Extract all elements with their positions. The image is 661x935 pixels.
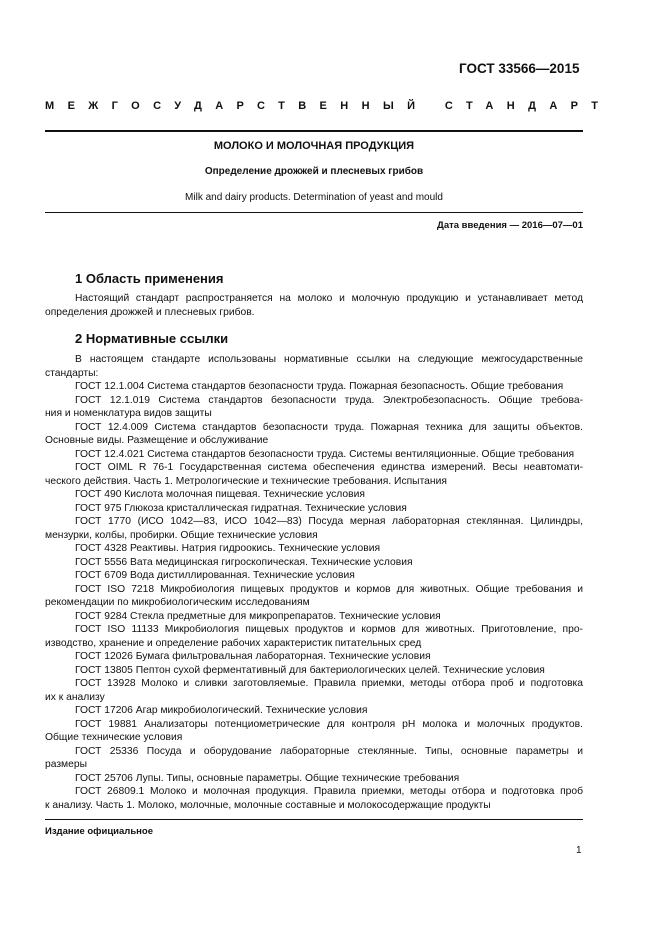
reference-line: ГОСТ 13805 Пептон сухой ферментативный для бактериологических целей. Технические условия: [75, 664, 545, 676]
reference-line: ния и номенклатура видов защиты: [45, 408, 212, 419]
page-number: 1: [576, 845, 582, 856]
document-title-english: Milk and dairy products. Determination of yeast and mould: [185, 192, 443, 203]
reference-line: ГОСТ 6709 Вода дистиллированная. Технические условия: [75, 570, 355, 581]
reference-line: ГОСТ 17206 Агар микробиологический. Технические условия: [75, 705, 368, 716]
standard-type-heading: МЕЖГОСУДАРСТВЕННЫЙ СТАНДАРТ: [45, 100, 612, 112]
introduction-date: Дата введения — 2016—07—01: [437, 220, 583, 231]
document-subtitle: Определение дрожжей и плесневых грибов: [204, 166, 424, 177]
document-number: ГОСТ 33566—2015: [459, 61, 580, 76]
reference-line: ГОСТ 1770 (ИСО 1042—83, ИСО 1042—83) Посуда мерная лабораторная стеклянная. Цилиндры,: [75, 516, 583, 527]
reference-line: их к анализу: [45, 691, 105, 703]
reference-line: ГОСТ 25706 Лупы. Типы, основные параметры. Общие технические требования: [75, 772, 460, 784]
section-1-body: [45, 292, 583, 319]
reference-line: ческого действия. Часть 1. Метрологические и технические требования. Испытания: [45, 475, 447, 487]
reference-line: ГОСТ ISO 11133 Микробиология пищевых продуктов и кормов для животных. Приготовление, про-: [75, 624, 583, 635]
section-1-heading: 1 Область применения: [75, 271, 224, 286]
section-2-heading: 2 Нормативные ссылки: [75, 331, 229, 346]
reference-line: изводство, хранение и определение рабочих характеристик питательных сред: [45, 637, 422, 649]
reference-line: ГОСТ ISO 7218 Микробиология пищевых продуктов и кормов для животных. Общие требования и: [75, 583, 583, 595]
reference-line: Основные виды. Размещение и обслуживание: [45, 435, 269, 446]
reference-line: ГОСТ 12.4.021 Система стандартов безопасности труда. Системы вентиляционные. Общие требования: [75, 448, 575, 460]
paragraph-line: определения дрожжей и плесневых грибов.: [45, 306, 255, 318]
reference-line: ГОСТ 5556 Вата медицинская гигроскопическая. Технические условия: [75, 556, 413, 568]
official-edition-note: Издание официальное: [45, 826, 153, 837]
reference-line: ГОСТ 12026 Бумага фильтровальная лабораторная. Технические условия: [75, 651, 431, 662]
reference-line: ГОСТ OIML R 76-1 Государственная система обеспечения единства измерений. Весы неавтомати-: [75, 462, 583, 473]
paragraph-line: Настоящий стандарт распространяется на молоко и молочную продукцию и устанавливает метод: [75, 293, 583, 304]
reference-line: ГОСТ 4328 Реактивы. Натрия гидроокись. Технические условия: [75, 543, 381, 554]
reference-line: ГОСТ 975 Глюкоза кристаллическая гидратная. Технические условия: [75, 502, 407, 514]
reference-line: ГОСТ 12.1.004 Система стандартов безопасности труда. Пожарная безопасность. Общие требования: [75, 381, 564, 392]
reference-line: ГОСТ 13928 Молоко и сливки заготовляемые. Правила приемки, методы отбора проб и подготовка: [75, 678, 583, 689]
reference-line: рекомендации по микробиологическим исследованиям: [45, 597, 310, 608]
section-2-body: [45, 353, 583, 812]
reference-line: ГОСТ 12.4.009 Система стандартов безопасности труда. Пожарная техника для защиты объектов.: [75, 421, 583, 433]
reference-line: размеры: [45, 759, 87, 770]
title-rule: [45, 212, 583, 213]
reference-line: Общие технические условия: [45, 732, 183, 743]
reference-line: ГОСТ 9284 Стекла предметные для микропрепаратов. Технические условия: [75, 610, 441, 622]
reference-line: к анализу. Часть 1. Молоко, молочные, молочные составные и молокосодержащие продукты: [45, 799, 491, 811]
reference-line: ГОСТ 490 Кислота молочная пищевая. Технические условия: [75, 489, 365, 500]
header-rule: [45, 130, 583, 132]
paragraph-line: стандарты:: [45, 367, 99, 379]
reference-line: мензурки, колбы, пробирки. Общие технические условия: [45, 529, 318, 541]
reference-line: ГОСТ 26809.1 Молоко и молочная продукция. Правила приемки, методы отбора и подготовка проб: [75, 786, 583, 797]
paragraph-line: В настоящем стандарте использованы нормативные ссылки на следующие межгосударственные: [75, 354, 583, 365]
reference-line: ГОСТ 19881 Анализаторы потенциометрические для контроля pH молока и молочных продуктов.: [75, 718, 583, 730]
reference-line: ГОСТ 25336 Посуда и оборудование лабораторные стеклянные. Типы, основные параметры и: [75, 745, 583, 757]
document-title: МОЛОКО И МОЛОЧНАЯ ПРОДУКЦИЯ: [213, 140, 415, 152]
footer-rule: [45, 819, 583, 820]
reference-line: ГОСТ 12.1.019 Система стандартов безопасности труда. Электробезопасность. Общие требова-: [75, 394, 583, 406]
